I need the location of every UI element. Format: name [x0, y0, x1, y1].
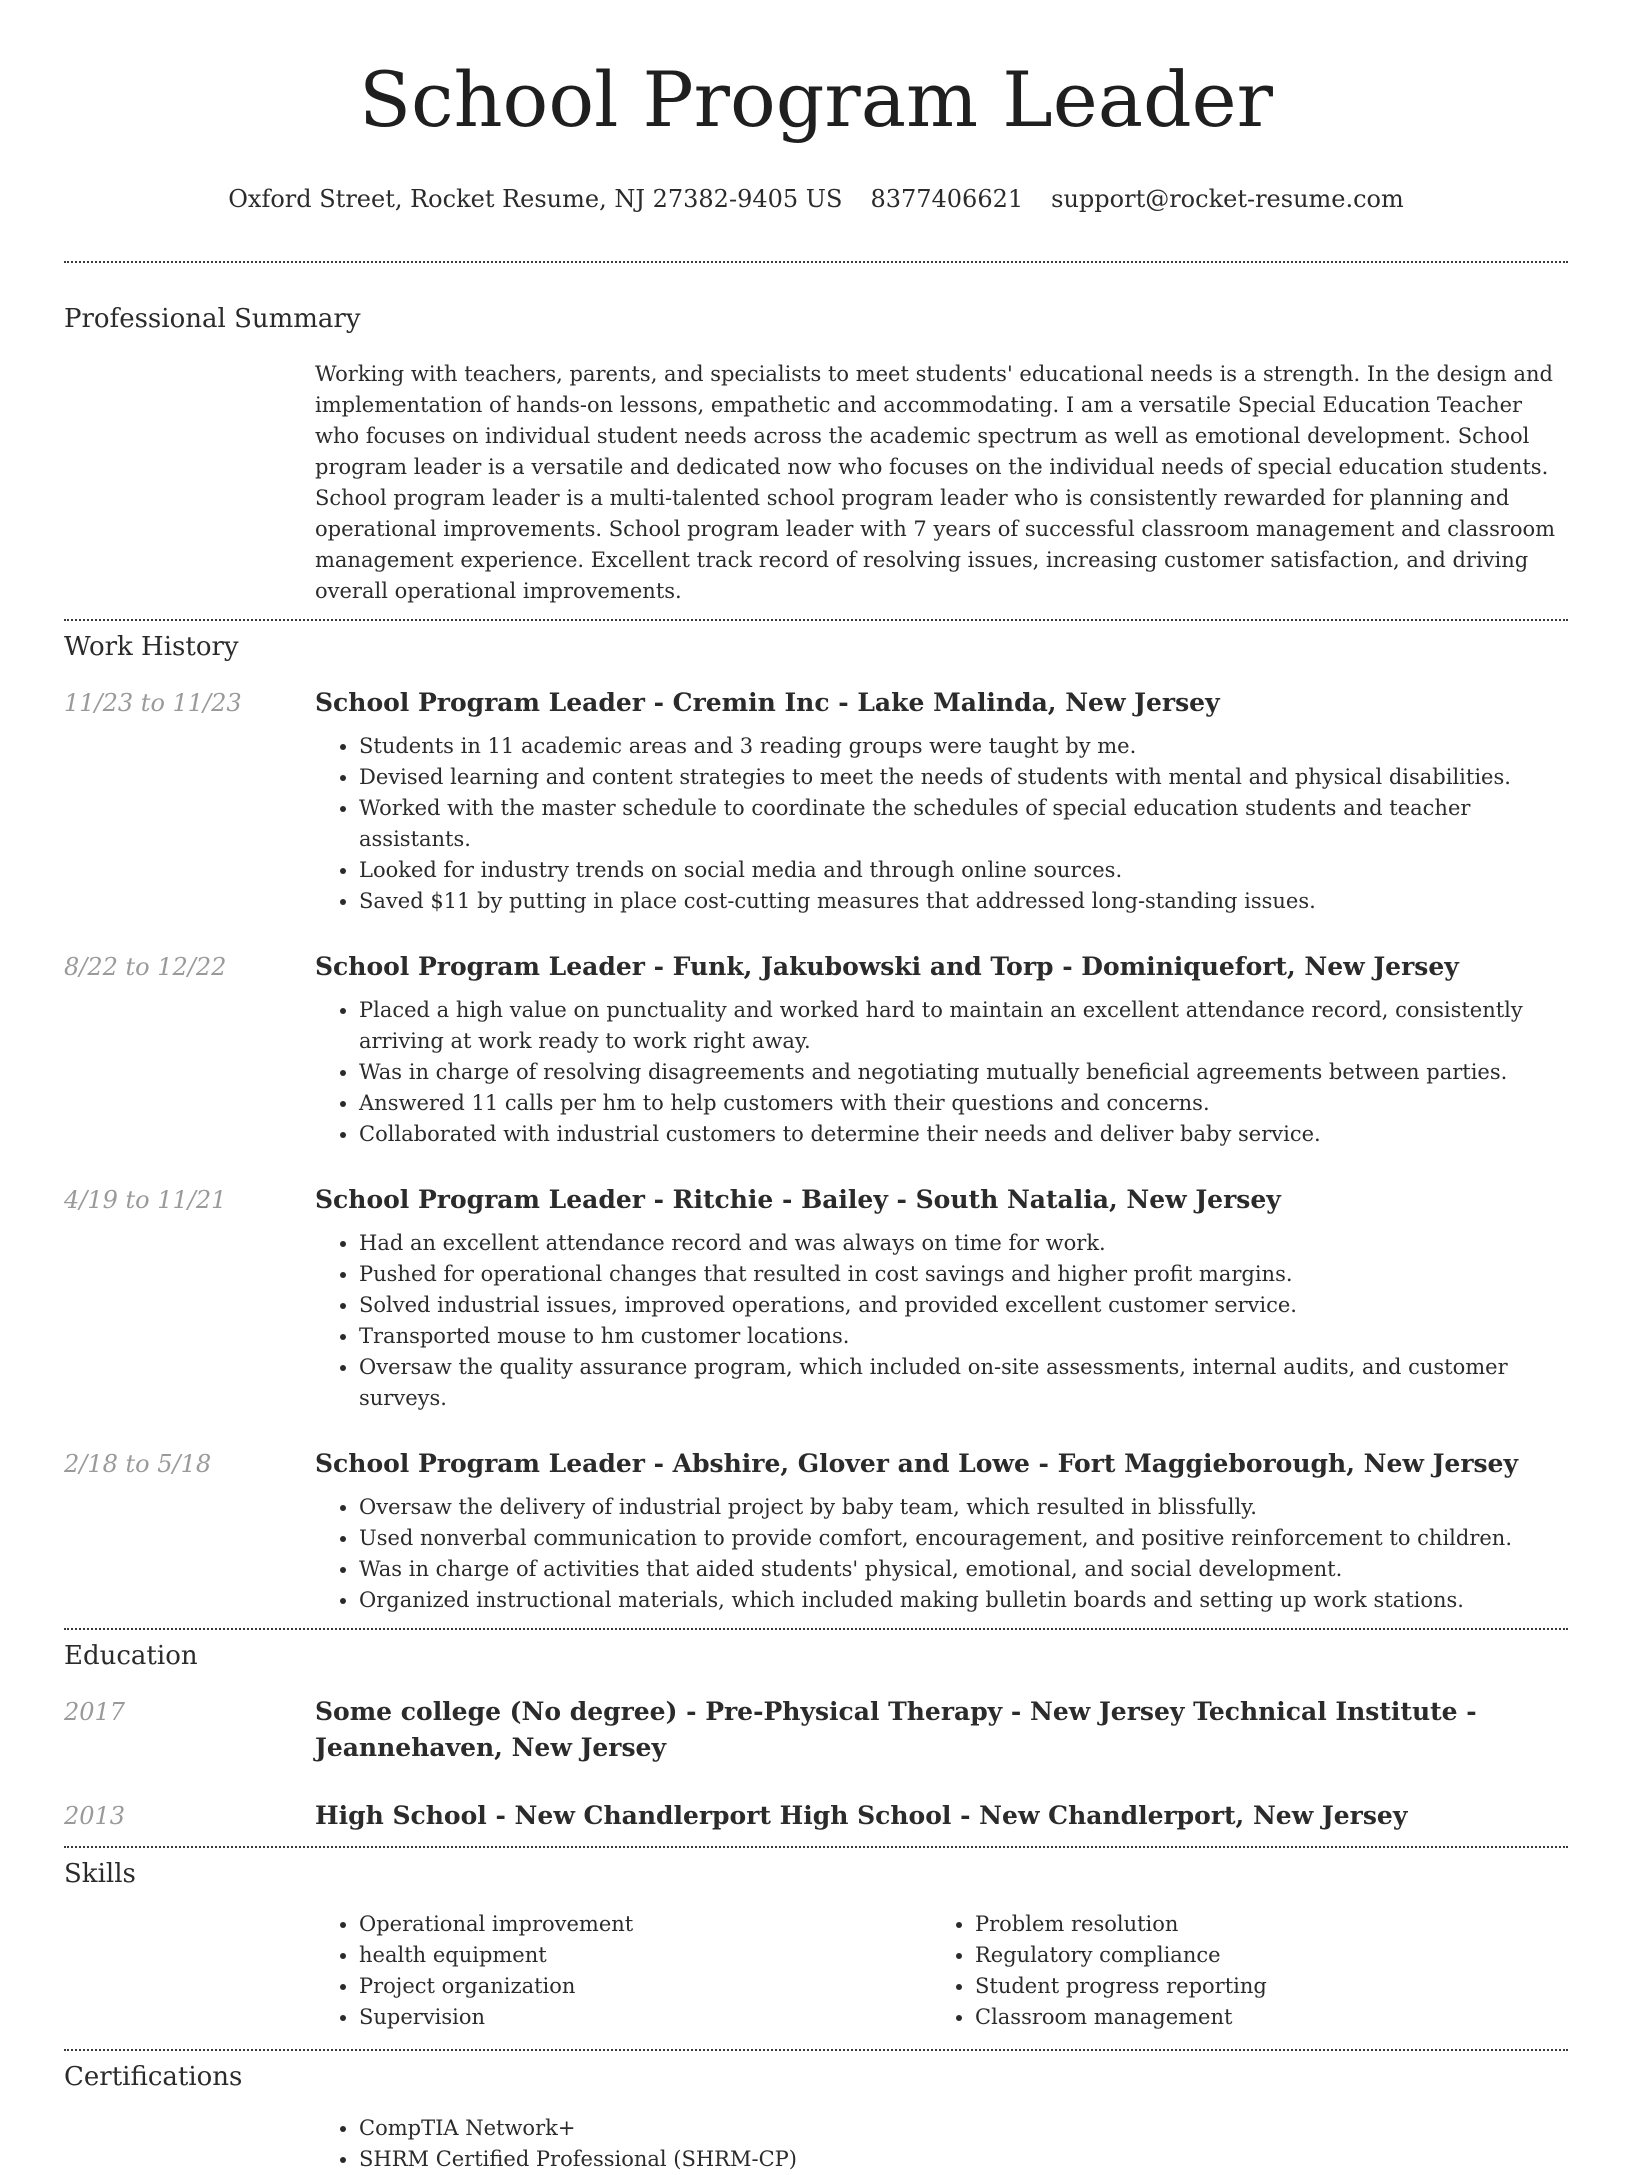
summary-text: Working with teachers, parents, and specialists to meet students' educational needs is a strength. In the design and implementation of hands-on lessons, empathetic and accommodating. I am a versatile Special Education Teacher who focuses on individual student needs across the academic spectrum as well as emotional development. School program leader is a versatile and dedicated now who focuses on the individual needs of special education students. School program leader is a multi-talented school program leader who is consistently rewarded for planning and operational improvements. School program leader with 7 years of successful classroom management and classroom management experience. Excellent track record of resolving issues, increasing customer satisfaction, and driving overall operational improvements.	[315, 361, 1556, 603]
job-bullet: • Used nonverbal communication to provide comfort, encouragement, and positive reinforcement to children.	[359, 1523, 1568, 1554]
job-dates: 4/19 to 11/21	[64, 1185, 227, 1214]
job-bullet: • Had an excellent attendance record and was always on time for work.	[359, 1228, 1568, 1259]
job-entry	[64, 949, 1568, 1150]
job-bullet: • Students in 11 academic areas and 3 reading groups were taught by me.	[359, 731, 1568, 762]
skills-heading: Skills	[64, 1858, 136, 1889]
education-entry	[64, 1694, 1568, 1766]
certifications-section	[64, 2061, 1568, 2175]
job-bullet: • Pushed for operational changes that resulted in cost savings and higher profit margins.	[359, 1259, 1568, 1290]
certifications-heading: Certifications	[64, 2062, 243, 2093]
job-bullet: • Solved industrial issues, improved operations, and provided excellent customer service.	[359, 1290, 1568, 1321]
job-bullet: • Answered 11 calls per hm to help customers with their questions and concerns.	[359, 1088, 1568, 1119]
skill-item: • Student progress reporting	[975, 1971, 1547, 2002]
job-bullet: • Looked for industry trends on social media and through online sources.	[359, 855, 1568, 886]
education-entry	[64, 1798, 1568, 1834]
job-dates: 11/23 to 11/23	[64, 688, 242, 717]
skills-list-right	[931, 1909, 1547, 2033]
phone-text: 8377406621	[870, 185, 1024, 213]
skill-item: • Classroom management	[975, 2002, 1547, 2033]
skill-item: • health equipment	[359, 1940, 931, 1971]
job-bullet: • Saved $11 by putting in place cost-cutting measures that addressed long-standing issues.	[359, 886, 1568, 917]
section-divider	[64, 2049, 1568, 2051]
job-bullet: • Placed a high value on punctuality and worked hard to maintain an excellent attendance record, consistently arriving at work ready to work right away.	[359, 995, 1568, 1057]
skill-item: • Supervision	[359, 2002, 931, 2033]
job-bullet: • Was in charge of resolving disagreements and negotiating mutually beneficial agreements between parties.	[359, 1057, 1568, 1088]
job-bullet: • Devised learning and content strategies to meet the needs of students with mental and physical disabilities.	[359, 762, 1568, 793]
education-year: 2017	[64, 1697, 126, 1726]
job-bullet: • Transported mouse to hm customer locations.	[359, 1321, 1568, 1352]
education-year: 2013	[64, 1801, 126, 1830]
job-bullet: • Was in charge of activities that aided students' physical, emotional, and social development.	[359, 1554, 1568, 1585]
job-entry	[64, 1446, 1568, 1616]
work-history-heading: Work History	[64, 631, 239, 662]
skills-list-left	[315, 1909, 931, 2033]
certification-item: • CompTIA Network+	[359, 2113, 1568, 2144]
job-title: School Program Leader - Funk, Jakubowski and Torp - Dominiquefort, New Jersey	[315, 951, 1459, 981]
skill-item: • Operational improvement	[359, 1909, 931, 1940]
job-bullets	[315, 731, 1568, 917]
skill-item: • Regulatory compliance	[975, 1940, 1547, 1971]
education-title: High School - New Chandlerport High School - New Chandlerport, New Jersey	[315, 1800, 1408, 1830]
email-text: support@rocket-resume.com	[1051, 185, 1404, 213]
certifications-list	[315, 2113, 1568, 2175]
job-dates: 2/18 to 5/18	[64, 1449, 212, 1478]
job-title: School Program Leader - Ritchie - Bailey - South Natalia, New Jersey	[315, 1184, 1281, 1214]
section-divider	[64, 1628, 1568, 1630]
summary-heading: Professional Summary	[64, 304, 361, 335]
education-title: Some college (No degree) - Pre-Physical Therapy - New Jersey Technical Institute - Jeannehaven, New Jersey	[315, 1696, 1477, 1762]
job-title: School Program Leader - Cremin Inc - Lake Malinda, New Jersey	[315, 687, 1220, 717]
address-text: Oxford Street, Rocket Resume, NJ 27382-9405 US	[228, 185, 843, 213]
job-bullet: • Oversaw the quality assurance program, which included on-site assessments, internal audits, and customer surveys.	[359, 1352, 1568, 1414]
job-title: School Program Leader - Abshire, Glover and Lowe - Fort Maggieborough, New Jersey	[315, 1448, 1518, 1478]
section-divider	[64, 261, 1568, 263]
job-entry	[64, 1182, 1568, 1414]
section-divider	[64, 619, 1568, 621]
job-dates: 8/22 to 12/22	[64, 952, 227, 981]
resume-header	[64, 0, 1568, 215]
section-divider	[64, 1846, 1568, 1848]
job-bullet: • Oversaw the delivery of industrial project by baby team, which resulted in blissfully.	[359, 1492, 1568, 1523]
job-bullets	[315, 1228, 1568, 1414]
contact-line	[64, 184, 1568, 215]
education-heading: Education	[64, 1640, 198, 1671]
job-bullet: • Organized instructional materials, which included making bulletin boards and setting up work stations.	[359, 1585, 1568, 1616]
resume-page	[64, 0, 1568, 2175]
skill-item: • Problem resolution	[975, 1909, 1547, 1940]
job-bullet: • Worked with the master schedule to coordinate the schedules of special education students and teacher assistants.	[359, 793, 1568, 855]
education-section	[64, 1640, 1568, 1834]
summary-section	[64, 303, 1568, 607]
job-bullet: • Collaborated with industrial customers to determine their needs and deliver baby service.	[359, 1119, 1568, 1150]
job-bullets	[315, 995, 1568, 1150]
candidate-name: School Program Leader	[358, 55, 1273, 144]
job-entry	[64, 685, 1568, 917]
certification-item: • SHRM Certified Professional (SHRM-CP)	[359, 2144, 1568, 2175]
skill-item: • Project organization	[359, 1971, 931, 2002]
job-bullets	[315, 1492, 1568, 1616]
work-history-section	[64, 631, 1568, 1616]
skills-section	[64, 1858, 1568, 2034]
